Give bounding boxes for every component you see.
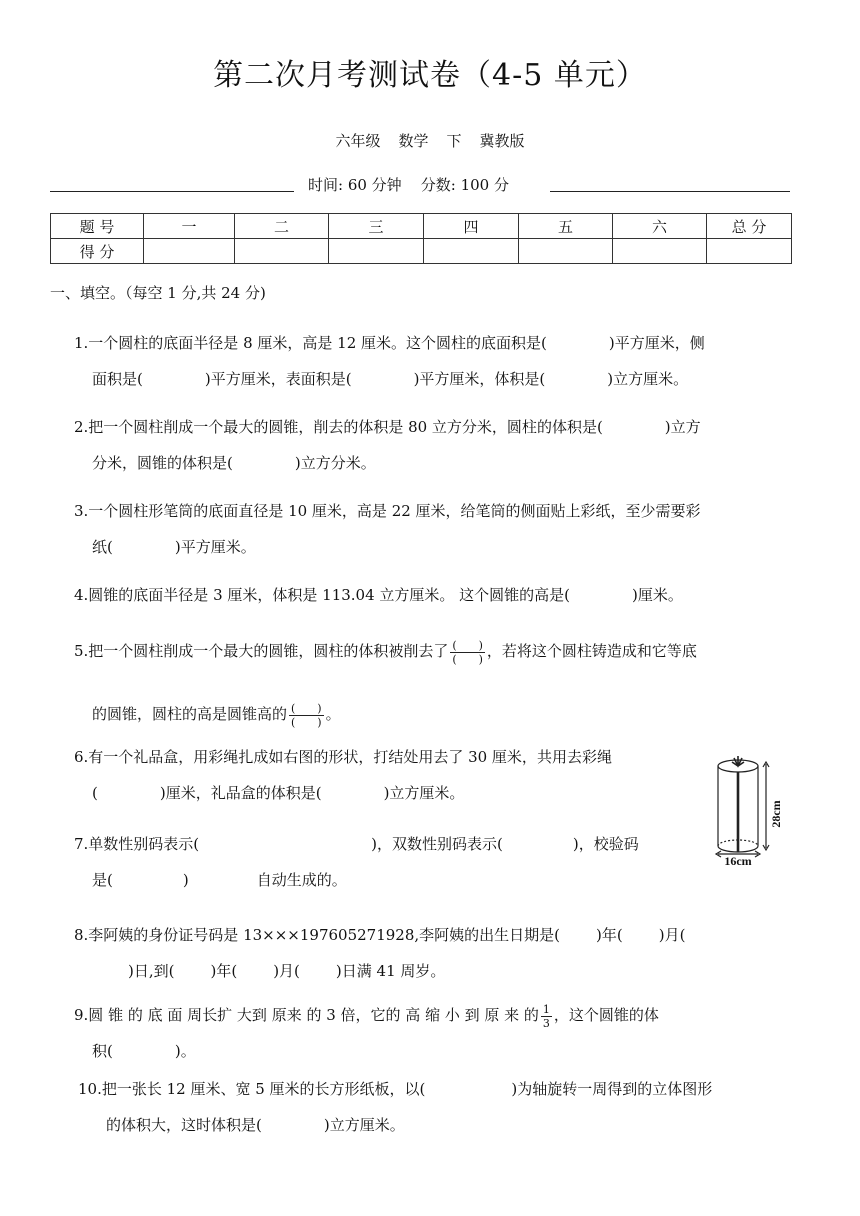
score-input-cell[interactable]: [235, 239, 329, 264]
q3-text: 纸(: [92, 538, 113, 556]
question-5-cont: [74, 696, 814, 732]
q9-text: )。: [174, 1042, 196, 1060]
subject-label: 数学: [398, 132, 429, 150]
q7-text: 自动生成的。: [256, 871, 347, 889]
q10-text: )立方厘米。: [323, 1116, 405, 1134]
grade-label: 六年级: [335, 132, 381, 150]
q2-text: 2.把一个圆柱削成一个最大的圆锥，削去的体积是 80 立方分米，圆柱的体积是(: [74, 418, 603, 436]
q4-text: )厘米。: [632, 586, 683, 604]
q10-text: 的体积大，这时体积是(: [106, 1116, 262, 1134]
q9-text: 9.圆 锥 的 底 面 周长扩 大到 原来 的 3 倍，它的 高 缩 小 到 原 来 的: [74, 1006, 539, 1024]
q8-text: )日,到(: [128, 962, 175, 980]
q5-text: 。: [325, 705, 341, 723]
score-table: [50, 213, 792, 264]
table-cell: 三: [329, 214, 424, 239]
name-underline-right: [550, 191, 790, 192]
table-cell: 题 号: [51, 214, 144, 239]
q5-text: 的圆锥，圆柱的高是圆锥高的: [92, 705, 288, 723]
score-input-cell[interactable]: [707, 239, 792, 264]
table-cell: 一: [144, 214, 235, 239]
q2-text: 分米，圆锥的体积是(: [92, 454, 233, 472]
fraction-numerator: ( ): [452, 638, 483, 652]
table-cell: 总 分: [707, 214, 792, 239]
fraction-blank[interactable]: [289, 702, 324, 729]
q6-text: 6.有一个礼品盒，用彩绳扎成如右图的形状，打结处用去了 30 厘米，共用去彩绳: [74, 748, 612, 766]
exam-info-line: [50, 174, 790, 196]
page-title: 第二次月考测试卷（4-5 单元）: [213, 58, 647, 93]
q7-text: 7.单数性别码表示(: [74, 835, 200, 853]
q6-text: )厘米，礼品盒的体积是(: [159, 784, 322, 802]
question-2: [74, 409, 814, 481]
question-10: [78, 1071, 818, 1143]
q1-text: )立方厘米。: [607, 370, 689, 388]
exam-subtitle: [0, 130, 860, 151]
table-cell: 六: [613, 214, 707, 239]
q7-text: 是(: [92, 871, 113, 889]
q8-text: )月(: [273, 962, 300, 980]
q2-text: )立方: [664, 418, 701, 436]
question-7: [74, 826, 704, 898]
q2-text: )立方分米。: [294, 454, 376, 472]
q3-text: )平方厘米。: [174, 538, 256, 556]
q7-text: )，双数性别码表示(: [371, 835, 503, 853]
q1-text: 1.一个圆柱的底面半径是 8 厘米，高是 12 厘米。这个圆柱的底面积是(: [74, 334, 547, 352]
q8-text: )月(: [658, 926, 686, 944]
score-input-cell[interactable]: [329, 239, 424, 264]
fraction-blank[interactable]: [450, 639, 485, 666]
score-label: 分数: 100 分: [420, 176, 509, 194]
score-input-cell[interactable]: [519, 239, 613, 264]
q4-text: 4.圆锥的底面半径是 3 厘米，体积是 113.04 立方厘米。 这个圆锥的高是(: [74, 586, 571, 604]
q8-text: )年(: [596, 926, 623, 944]
q6-text: )立方厘米。: [383, 784, 465, 802]
q1-text: )平方厘米，体积是(: [413, 370, 546, 388]
score-table-score-row: [51, 239, 792, 264]
question-5: [74, 633, 814, 669]
q8-text: 8.李阿姨的身份证号码是 13×××197605271928,李阿姨的出生日期是(: [74, 926, 561, 944]
time-label: 时间: 60 分钟: [308, 176, 402, 194]
fraction-denominator: 3: [542, 1016, 550, 1030]
q5-text: 5.把一个圆柱削成一个最大的圆锥，圆柱的体积被削去了: [74, 642, 449, 660]
question-9: [74, 997, 814, 1069]
question-1: [74, 325, 814, 397]
gift-box-cylinder-figure: [712, 752, 788, 868]
fraction-numerator: ( ): [291, 701, 322, 715]
q10-text: )为轴旋转一周得到的立体图形: [511, 1080, 713, 1098]
q1-text: 面积是(: [92, 370, 143, 388]
score-input-cell[interactable]: [144, 239, 235, 264]
q7-text: ): [182, 871, 189, 889]
q9-text: 积(: [92, 1042, 113, 1060]
question-4: [74, 577, 814, 613]
score-input-cell[interactable]: [613, 239, 707, 264]
question-3: [74, 493, 814, 565]
q6-text: (: [92, 784, 98, 802]
table-cell: 四: [424, 214, 519, 239]
table-cell: 五: [519, 214, 613, 239]
score-table-header-row: [51, 214, 792, 239]
width-label: 16cm: [724, 854, 752, 868]
table-cell: 二: [235, 214, 329, 239]
q8-text: )日满 41 周岁。: [335, 962, 446, 980]
q3-text: 3.一个圆柱形笔筒的底面直径是 10 厘米，高是 22 厘米，给笔筒的侧面贴上彩纸，至少需要彩: [74, 502, 701, 520]
fraction-denominator: ( ): [452, 652, 483, 666]
question-6: [74, 739, 704, 811]
q1-text: )平方厘米，侧: [608, 334, 705, 352]
edition-label: 冀教版: [479, 132, 525, 150]
q9-text: ，这个圆锥的体: [553, 1006, 659, 1024]
q1-text: )平方厘米，表面积是(: [204, 370, 352, 388]
fraction-one-third: [541, 1003, 552, 1030]
name-underline-left: [50, 191, 294, 192]
term-label: 下: [446, 132, 462, 150]
height-label: 28cm: [769, 800, 783, 828]
score-input-cell[interactable]: [424, 239, 519, 264]
q7-text: )，校验码: [572, 835, 639, 853]
table-cell: 得 分: [51, 239, 144, 264]
q5-text: ，若将这个圆柱铸造成和它等底: [486, 642, 697, 660]
q8-text: )年(: [210, 962, 238, 980]
time-score-text: [308, 174, 509, 195]
section-title: 一、填空。（每空 1 分,共 24 分): [50, 284, 266, 302]
fraction-denominator: ( ): [291, 715, 322, 729]
q10-text: 10.把一张长 12 厘米、宽 5 厘米的长方形纸板，以(: [78, 1080, 426, 1098]
fraction-numerator: 1: [542, 1002, 550, 1016]
question-8: [74, 917, 814, 989]
